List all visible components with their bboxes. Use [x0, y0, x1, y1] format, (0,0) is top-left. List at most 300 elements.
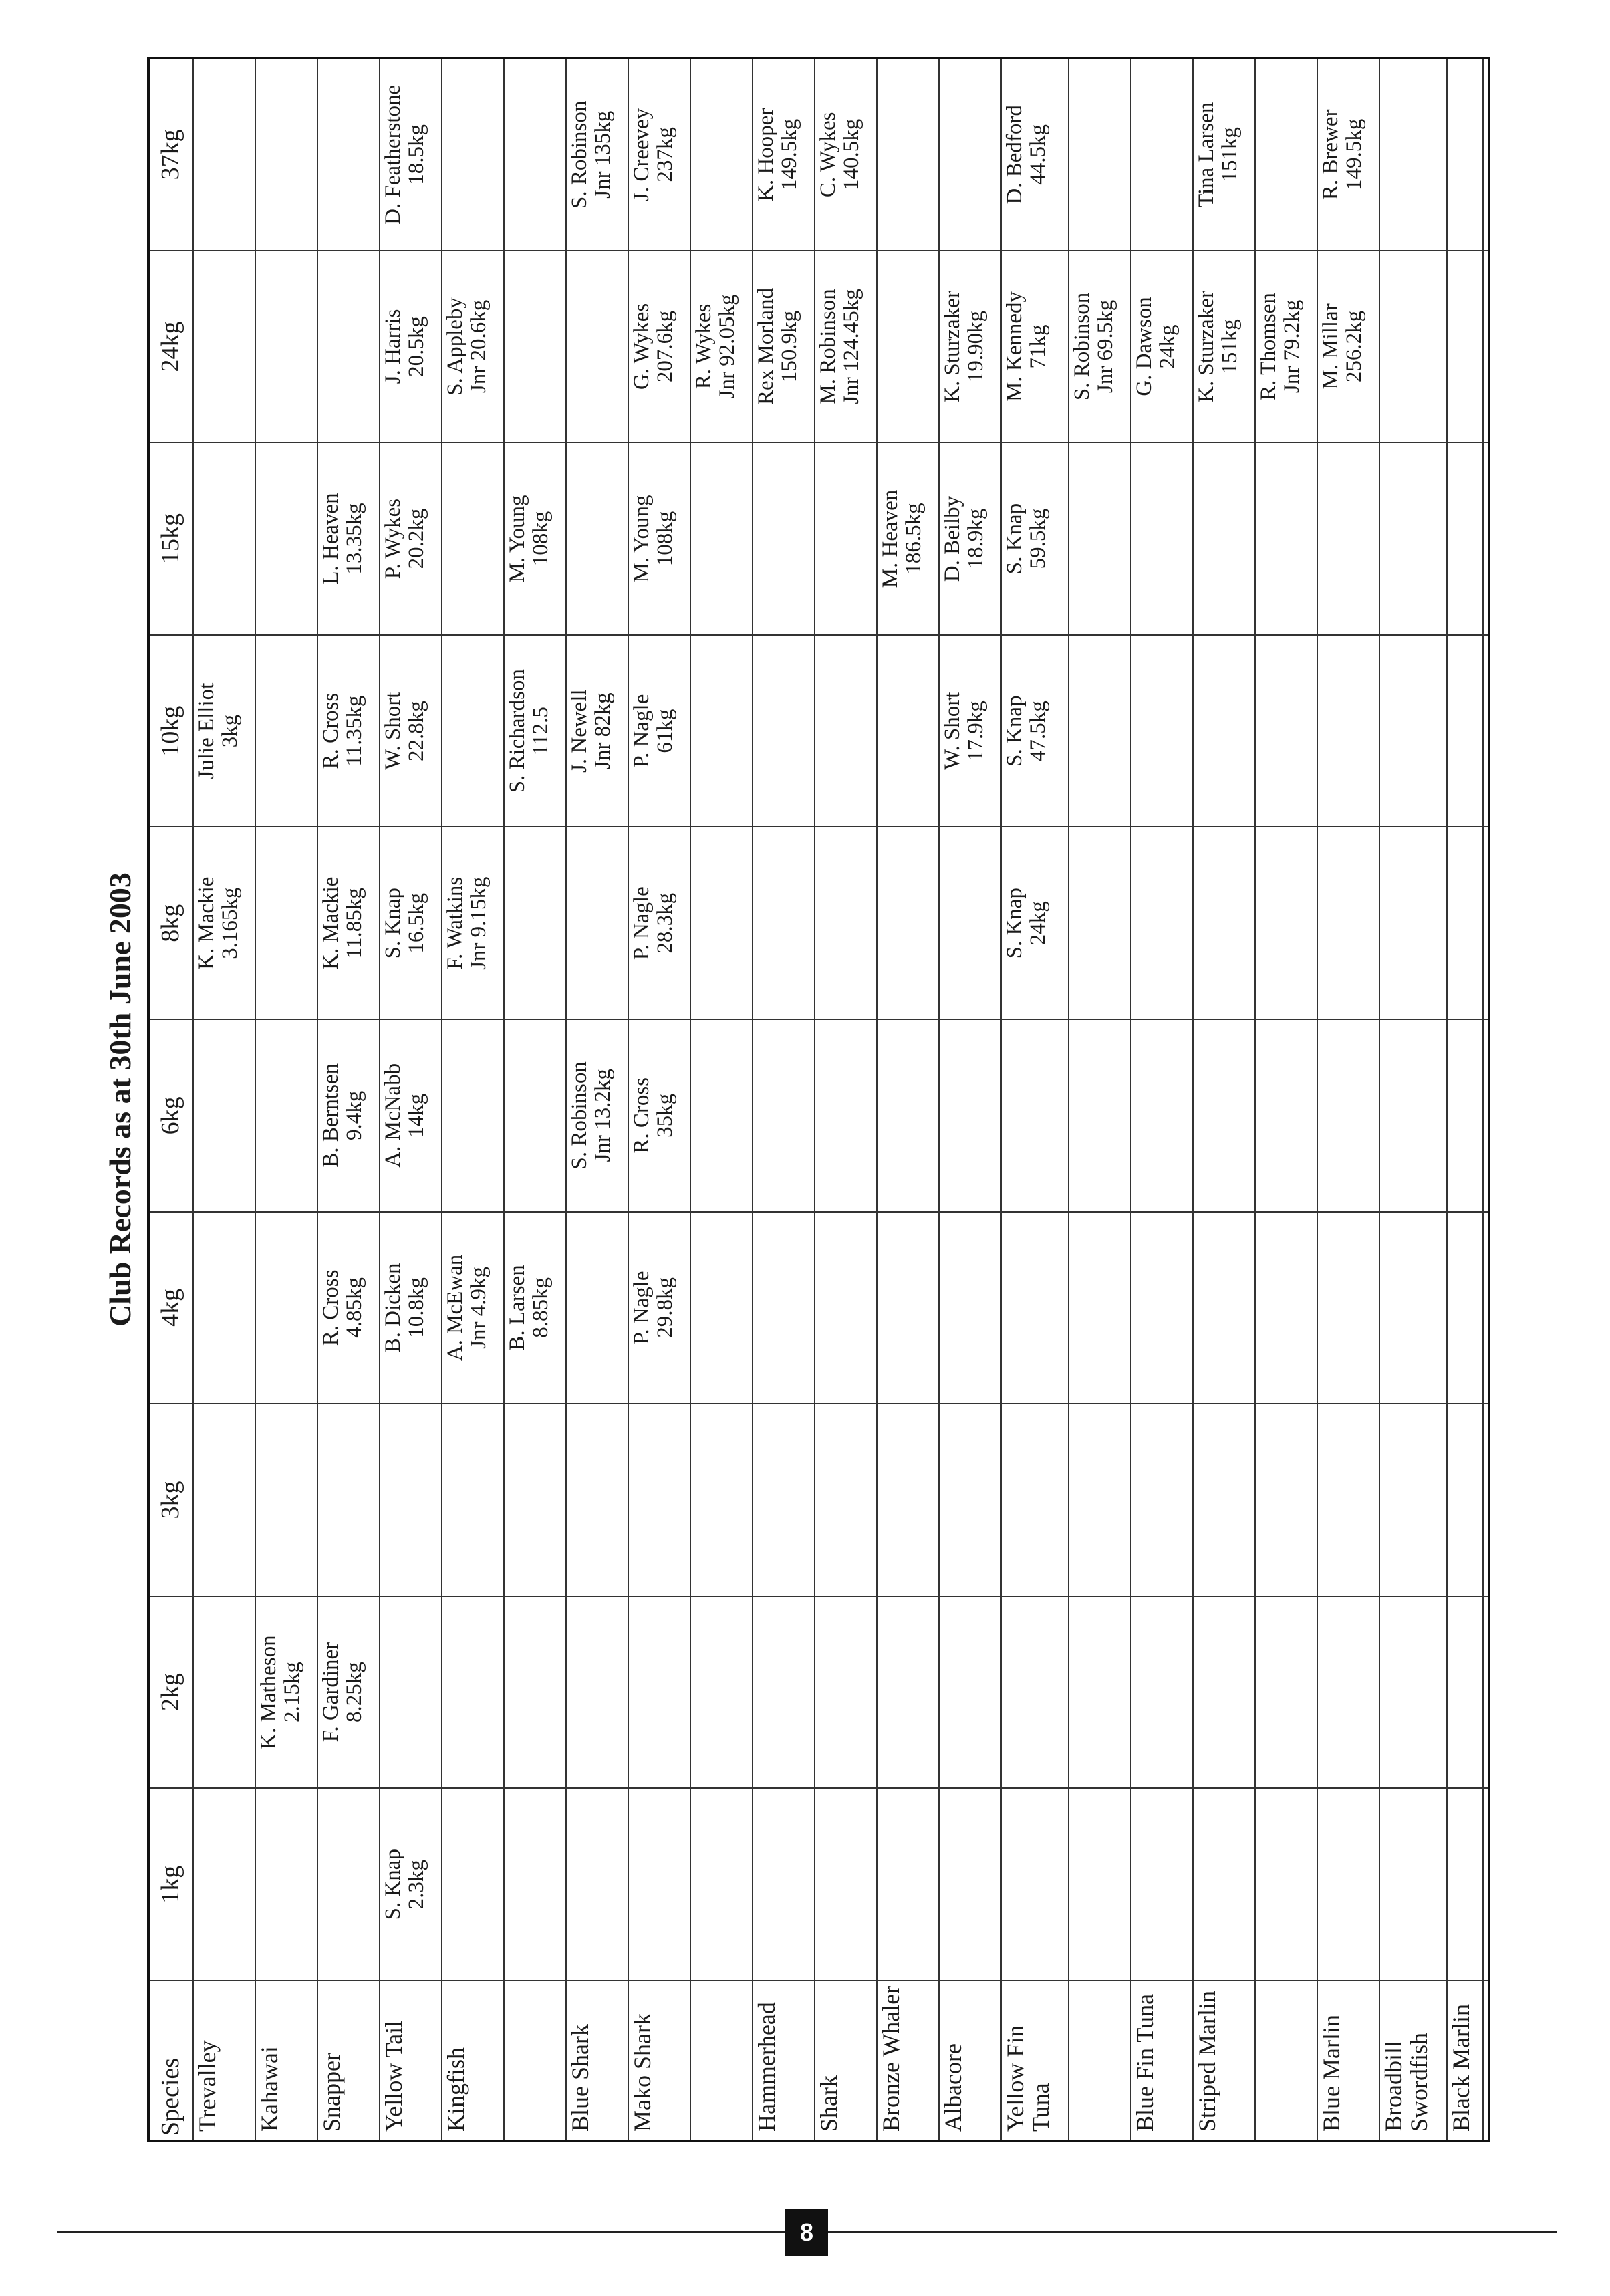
record-cell [317, 1788, 380, 1981]
record-cell [566, 442, 628, 635]
table-row [317, 58, 380, 2141]
record-cell [317, 251, 380, 443]
record-cell [877, 1212, 939, 1404]
angler-name: J. Harris [381, 309, 406, 384]
record-cell [815, 1404, 877, 1596]
record-cell [255, 1404, 317, 1596]
record-cell [815, 827, 877, 1019]
record-weight: 8.25kg [342, 1662, 366, 1723]
record-weight: 22.8kg [404, 700, 428, 762]
record-cell [380, 251, 442, 443]
record-cell [1001, 635, 1069, 827]
record-cell [877, 635, 939, 827]
record-cell [877, 251, 939, 443]
angler-name: S. Knap [1002, 503, 1027, 575]
angler-name: M. Young [505, 495, 530, 583]
record-cell [815, 58, 877, 251]
record-entry [1319, 63, 1365, 246]
record-cell [566, 635, 628, 827]
record-weight: 112.5 [528, 707, 553, 756]
record-cell [1069, 442, 1131, 635]
table-row [1483, 58, 1489, 2141]
record-weight: 44.5kg [1025, 124, 1050, 185]
column-header-1kg: 1kg [148, 1788, 193, 1981]
record-entry [755, 63, 801, 246]
page-title: Club Records as at 30th June 2003 [103, 872, 137, 1327]
record-cell [255, 1596, 317, 1789]
species-cell: Albacore [939, 1981, 1001, 2141]
record-entry [630, 1217, 676, 1400]
record-entry [755, 255, 801, 438]
record-weight: 9.4kg [342, 1090, 366, 1140]
record-cell [255, 1212, 317, 1404]
record-cell [255, 58, 317, 251]
record-cell [1317, 58, 1379, 251]
record-cell [504, 251, 566, 443]
angler-name: R. Cross [319, 692, 344, 769]
record-cell [380, 1404, 442, 1596]
table-row [1317, 58, 1379, 2141]
record-cell [1001, 1404, 1069, 1596]
record-cell [504, 1404, 566, 1596]
record-cell [690, 1019, 753, 1212]
table-row [442, 58, 504, 2141]
angler-name: G. Dawson [1132, 297, 1157, 396]
record-weight: 207.6kg [652, 310, 677, 383]
species-cell: Broadbill Swordfish [1379, 1981, 1447, 2141]
record-cell [1379, 827, 1447, 1019]
record-entry [1195, 255, 1241, 438]
record-weight: 149.5kg [777, 118, 801, 190]
record-cell [1001, 58, 1069, 251]
record-cell [1131, 1212, 1193, 1404]
angler-name: A. McEwan [443, 1254, 468, 1362]
record-entry [444, 1217, 490, 1400]
angler-name: M. Kennedy [1002, 291, 1027, 402]
record-weight: 24kg [1025, 901, 1050, 946]
angler-name: Tina Larsen [1194, 102, 1219, 208]
table-row [1379, 58, 1447, 2141]
record-cell [690, 251, 753, 443]
record-cell [193, 58, 255, 251]
record-weight: 151kg [1217, 319, 1242, 374]
column-header-4kg: 4kg [148, 1212, 193, 1404]
record-cell [193, 1212, 255, 1404]
record-cell [877, 1404, 939, 1596]
table-row [504, 58, 566, 2141]
angler-name: S. Robinson [567, 100, 592, 209]
table-row [628, 58, 690, 2141]
angler-name: R. Cross [630, 1077, 654, 1154]
record-cell [1317, 635, 1379, 827]
record-cell [753, 251, 815, 443]
record-cell [255, 442, 317, 635]
record-cell [1483, 1404, 1489, 1596]
record-weight: 17.9kg [963, 700, 988, 762]
angler-name: S. Knap [381, 888, 406, 959]
record-cell [1379, 58, 1447, 251]
record-cell [815, 1212, 877, 1404]
record-cell [1379, 442, 1447, 635]
record-cell [1447, 58, 1483, 251]
page-number: 8 [785, 2209, 828, 2256]
record-entry [319, 447, 366, 630]
angler-name: M. Robinson [816, 289, 841, 404]
record-cell [380, 1019, 442, 1212]
record-cell [504, 1212, 566, 1404]
record-cell [1317, 442, 1379, 635]
record-entry [630, 447, 676, 630]
record-cell [877, 1596, 939, 1789]
record-cell [815, 1596, 877, 1789]
record-cell [1317, 1404, 1379, 1596]
angler-name: S. Appleby [443, 297, 468, 396]
table-row [1447, 58, 1483, 2141]
column-header-8kg: 8kg [148, 827, 193, 1019]
table-row [815, 58, 877, 2141]
record-weight: Jnr 9.15kg [466, 876, 491, 970]
record-cell [317, 1404, 380, 1596]
angler-name: D. Bedford [1002, 105, 1027, 205]
record-weight: Jnr 4.9kg [466, 1267, 491, 1349]
record-cell [566, 251, 628, 443]
record-cell [1131, 1019, 1193, 1212]
record-cell [1001, 1596, 1069, 1789]
record-cell [877, 1019, 939, 1212]
record-entry [568, 640, 614, 823]
species-cell [1483, 1981, 1489, 2141]
record-weight: 24kg [1155, 324, 1180, 369]
record-weight: 151kg [1217, 127, 1242, 182]
record-entry [506, 640, 552, 823]
record-cell [690, 1212, 753, 1404]
record-cell [1069, 251, 1131, 443]
record-cell [939, 1404, 1001, 1596]
species-cell: Mako Shark [628, 1981, 690, 2141]
record-cell [1131, 251, 1193, 443]
record-cell [815, 1019, 877, 1212]
record-cell [1069, 1019, 1131, 1212]
record-entry [382, 63, 428, 246]
page-footer [57, 2209, 1557, 2256]
species-cell: Blue Shark [566, 1981, 628, 2141]
table-row [877, 58, 939, 2141]
record-cell [1317, 1788, 1379, 1981]
club-records-table [147, 57, 1490, 2142]
record-entry [444, 255, 490, 438]
record-weight: 4.85kg [342, 1277, 366, 1338]
angler-name: J. Newell [567, 689, 592, 773]
record-weight: Jnr 20.6kg [466, 299, 491, 394]
record-cell [1255, 1019, 1317, 1212]
record-cell [1447, 1404, 1483, 1596]
record-cell [1001, 1019, 1069, 1212]
species-cell: Hammerhead [753, 1981, 815, 2141]
record-entry [817, 255, 863, 438]
record-weight: 108kg [652, 511, 677, 567]
record-cell [1131, 1404, 1193, 1596]
species-cell: Kingfish [442, 1981, 504, 2141]
angler-name: K. Matheson [257, 1635, 281, 1749]
table-header-row [148, 58, 193, 2141]
record-cell [317, 1019, 380, 1212]
record-cell [1069, 58, 1131, 251]
angler-name: R. Wykes [692, 303, 716, 390]
record-entry [941, 447, 987, 630]
record-cell [193, 1019, 255, 1212]
record-cell [753, 442, 815, 635]
record-cell [317, 1596, 380, 1789]
record-entry [1319, 255, 1365, 438]
record-weight: Jnr 135kg [590, 110, 615, 199]
table-row [1255, 58, 1317, 2141]
record-cell [939, 251, 1001, 443]
record-cell [939, 1596, 1001, 1789]
record-cell [317, 58, 380, 251]
record-cell [753, 1596, 815, 1789]
record-entry [941, 640, 987, 823]
record-entry [941, 255, 987, 438]
record-weight: 11.35kg [342, 695, 366, 767]
record-entry [1003, 832, 1049, 1015]
record-cell [1069, 1212, 1131, 1404]
record-cell [628, 1788, 690, 1981]
record-entry [444, 832, 490, 1015]
record-cell [566, 1788, 628, 1981]
record-weight: 14kg [404, 1093, 428, 1138]
record-cell [380, 1788, 442, 1981]
column-header-6kg: 6kg [148, 1019, 193, 1212]
record-cell [1317, 1019, 1379, 1212]
record-weight: Jnr 69.5kg [1093, 299, 1117, 394]
species-cell [690, 1981, 753, 2141]
table-row [753, 58, 815, 2141]
record-cell [690, 827, 753, 1019]
record-cell [566, 58, 628, 251]
record-cell [380, 1596, 442, 1789]
record-cell [1483, 1212, 1489, 1404]
record-cell [193, 251, 255, 443]
record-cell [193, 635, 255, 827]
record-weight: 16.5kg [404, 892, 428, 954]
table-row [193, 58, 255, 2141]
record-cell [566, 1019, 628, 1212]
angler-name: W. Short [940, 692, 965, 770]
record-entry [1257, 255, 1303, 438]
record-cell [1379, 1788, 1447, 1981]
angler-name: C. Wykes [816, 112, 841, 198]
record-cell [1447, 1788, 1483, 1981]
record-cell [442, 1212, 504, 1404]
record-cell [1069, 827, 1131, 1019]
record-cell [1131, 1596, 1193, 1789]
record-cell [1193, 442, 1255, 635]
record-weight: 29.8kg [652, 1277, 677, 1338]
record-cell [939, 442, 1001, 635]
record-cell [1193, 58, 1255, 251]
record-cell [1131, 442, 1193, 635]
column-header-species: Species [148, 1981, 193, 2141]
angler-name: R. Thomsen [1256, 293, 1281, 400]
record-weight: 47.5kg [1025, 700, 1050, 762]
record-weight: Jnr 79.2kg [1279, 299, 1304, 394]
record-weight: 28.3kg [652, 892, 677, 954]
record-cell [442, 1404, 504, 1596]
record-entry [1133, 255, 1179, 438]
record-entry [630, 1024, 676, 1207]
record-cell [690, 442, 753, 635]
record-entry [568, 1024, 614, 1207]
table-row [1193, 58, 1255, 2141]
record-cell [1317, 251, 1379, 443]
record-cell [566, 1212, 628, 1404]
angler-name: P. Nagle [630, 694, 654, 768]
species-cell: Shark [815, 1981, 877, 2141]
record-cell [1069, 1404, 1131, 1596]
record-weight: 3kg [217, 714, 242, 748]
record-cell [317, 442, 380, 635]
record-cell [1255, 251, 1317, 443]
record-entry [382, 640, 428, 823]
species-cell: Striped Marlin [1193, 1981, 1255, 2141]
record-cell [193, 1788, 255, 1981]
record-entry [817, 63, 863, 246]
record-cell [442, 58, 504, 251]
record-cell [1317, 1212, 1379, 1404]
record-cell [690, 58, 753, 251]
record-cell [504, 58, 566, 251]
angler-name: M. Millar [1319, 303, 1343, 390]
angler-name: S. Richardson [505, 669, 530, 793]
species-cell: Kahawai [255, 1981, 317, 2141]
table-row [1069, 58, 1131, 2141]
record-weight: 59.5kg [1025, 508, 1050, 569]
record-cell [1317, 1596, 1379, 1789]
angler-name: S. Knap [1002, 888, 1027, 959]
record-weight: 20.5kg [404, 316, 428, 377]
record-entry [630, 63, 676, 246]
record-cell [1447, 1212, 1483, 1404]
record-entry [1003, 640, 1049, 823]
record-weight: 149.5kg [1341, 118, 1366, 190]
species-cell: Snapper [317, 1981, 380, 2141]
record-cell [1255, 442, 1317, 635]
record-cell [877, 58, 939, 251]
record-cell [1379, 251, 1447, 443]
record-cell [1255, 635, 1317, 827]
record-weight: 237kg [652, 127, 677, 182]
record-weight: 61kg [652, 709, 677, 753]
angler-name: B. Dicken [381, 1263, 406, 1353]
angler-name: B. Berntsen [319, 1063, 344, 1168]
record-entry [319, 1601, 366, 1784]
record-entry [1003, 63, 1049, 246]
record-weight: 18.9kg [963, 508, 988, 569]
table-row [690, 58, 753, 2141]
record-cell [939, 827, 1001, 1019]
record-cell [877, 442, 939, 635]
record-cell [753, 1019, 815, 1212]
species-cell: Yellow Fin Tuna [1001, 1981, 1069, 2141]
record-weight: 150.9kg [777, 310, 801, 383]
record-entry [319, 832, 366, 1015]
record-cell [504, 827, 566, 1019]
record-entry [195, 640, 241, 823]
table-row [939, 58, 1001, 2141]
record-cell [1255, 1788, 1317, 1981]
record-weight: 19.90kg [963, 310, 988, 383]
record-cell [317, 635, 380, 827]
record-cell [317, 827, 380, 1019]
record-cell [1483, 251, 1489, 443]
species-cell: Blue Fin Tuna [1131, 1981, 1193, 2141]
record-cell [442, 1788, 504, 1981]
record-entry [692, 255, 739, 438]
record-entry [382, 447, 428, 630]
angler-name: W. Short [381, 692, 406, 770]
record-cell [380, 827, 442, 1019]
record-cell [442, 251, 504, 443]
record-weight: 8.85kg [528, 1277, 553, 1338]
record-cell [1255, 827, 1317, 1019]
angler-name: G. Wykes [630, 303, 654, 390]
record-cell [442, 1019, 504, 1212]
record-entry [382, 255, 428, 438]
species-cell: Black Marlin [1447, 1981, 1483, 2141]
angler-name: S. Knap [1002, 695, 1027, 767]
record-cell [1131, 827, 1193, 1019]
record-cell [255, 635, 317, 827]
record-cell [1447, 827, 1483, 1019]
record-cell [380, 442, 442, 635]
angler-name: K. Hooper [754, 108, 779, 201]
record-cell [504, 1596, 566, 1789]
record-cell [380, 635, 442, 827]
record-cell [690, 1404, 753, 1596]
record-cell [690, 1788, 753, 1981]
record-cell [1131, 58, 1193, 251]
angler-name: K. Sturzaker [1194, 291, 1219, 402]
record-cell [1193, 1404, 1255, 1596]
record-entry [382, 832, 428, 1015]
angler-name: S. Knap [381, 1849, 406, 1920]
column-header-15kg: 15kg [148, 442, 193, 635]
record-cell [317, 1212, 380, 1404]
record-cell [504, 635, 566, 827]
record-cell [1447, 635, 1483, 827]
record-cell [1255, 1596, 1317, 1789]
record-cell [1255, 58, 1317, 251]
record-cell [815, 251, 877, 443]
record-cell [628, 58, 690, 251]
record-cell [877, 1788, 939, 1981]
record-cell [815, 1788, 877, 1981]
record-cell [1131, 635, 1193, 827]
angler-name: Rex Morland [754, 287, 779, 405]
record-cell [1069, 1788, 1131, 1981]
record-weight: 10.8kg [404, 1277, 428, 1338]
record-cell [815, 635, 877, 827]
record-cell [1001, 1788, 1069, 1981]
angler-name: B. Larsen [505, 1265, 530, 1351]
record-cell [504, 1019, 566, 1212]
record-cell [1483, 58, 1489, 251]
record-cell [1001, 827, 1069, 1019]
record-cell [1483, 1596, 1489, 1789]
record-cell [753, 1404, 815, 1596]
table-row [1131, 58, 1193, 2141]
record-entry [382, 1217, 428, 1400]
